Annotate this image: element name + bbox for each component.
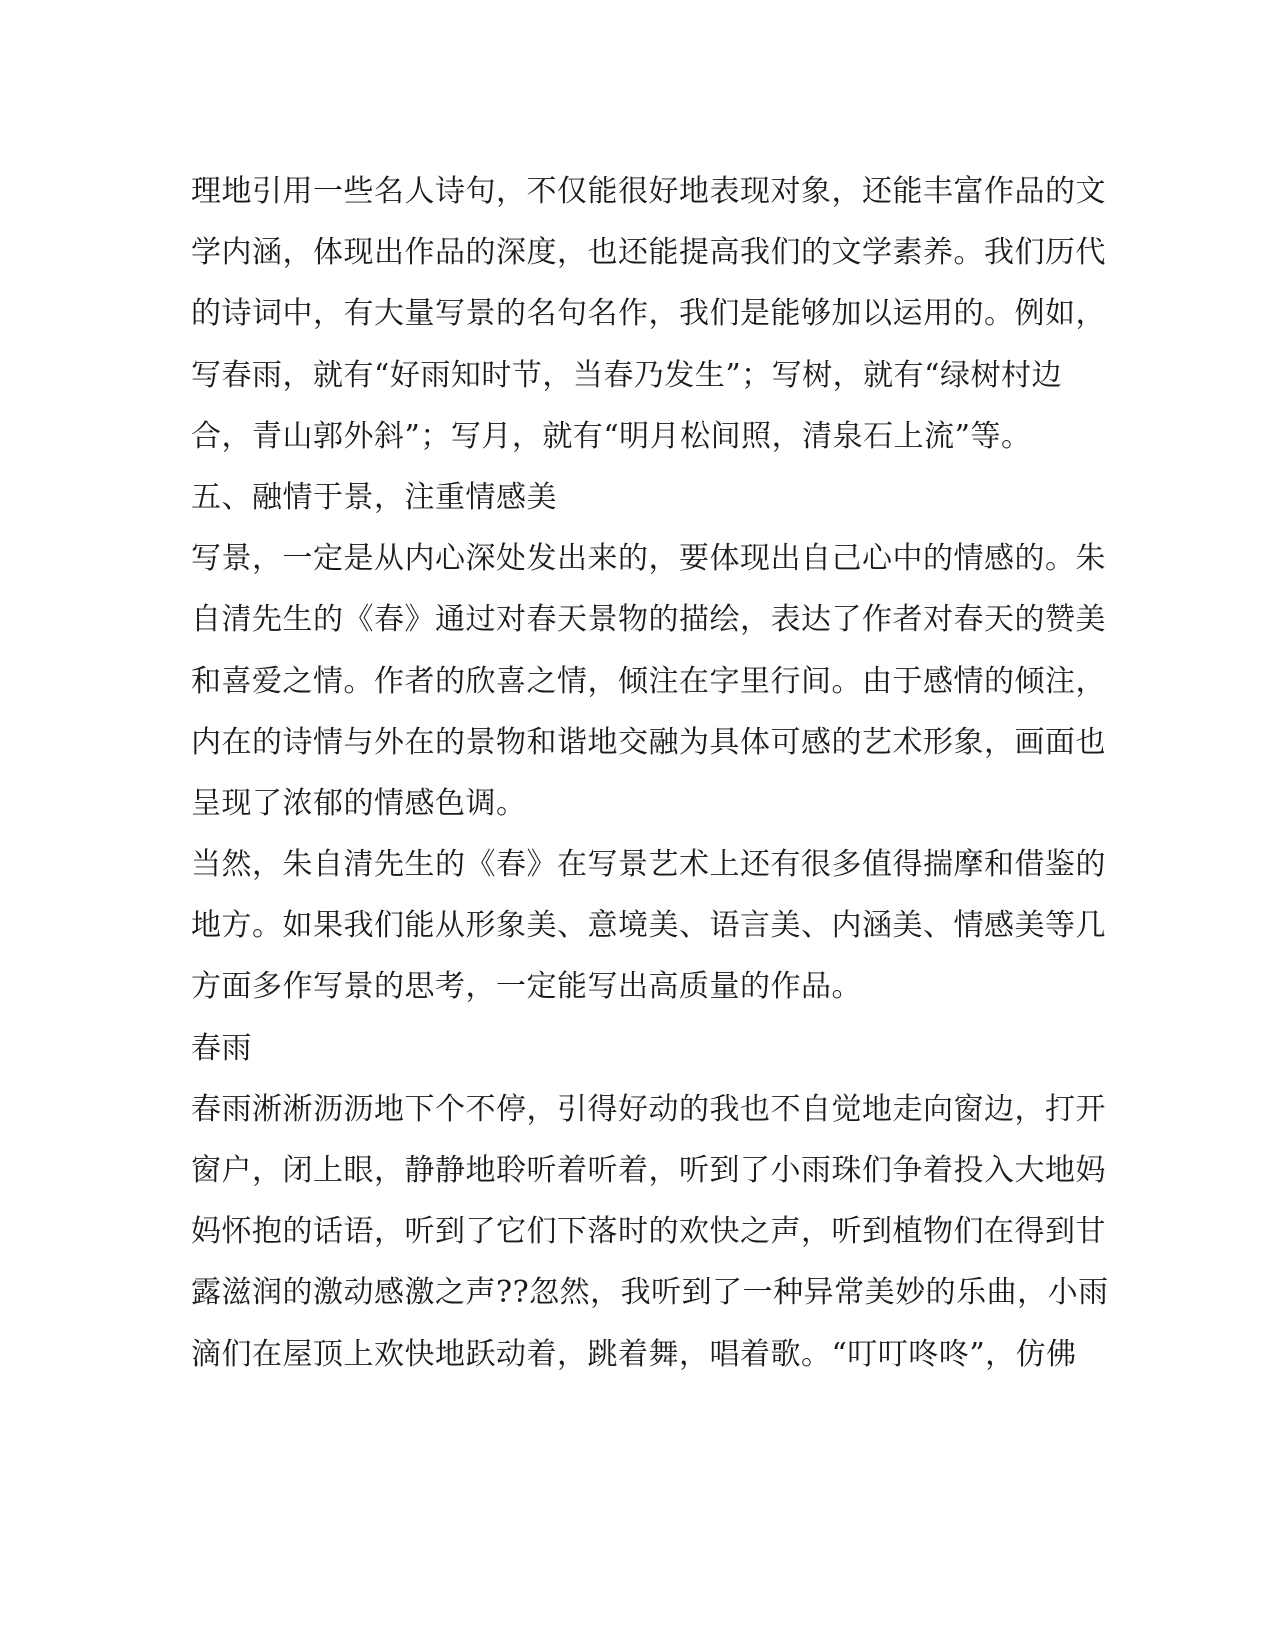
text-line: 滴们在屋顶上欢快地跃动着，跳着舞，唱着歌。“叮叮咚咚”，仿佛 [191, 1336, 1077, 1372]
text-line: 理地引用一些名人诗句，不仅能很好地表现对象，还能丰富作品的文 [191, 174, 1106, 209]
text-line: 合，青山郭外斜”；写月，就有“明月松间照，清泉石上流”等。 [191, 418, 1032, 454]
body-text [191, 163, 1109, 1387]
text-line: 窗户，闭上眼，静静地聆听着听着，听到了小雨珠们争着投入大地妈 [191, 1153, 1106, 1188]
essay-title: 春雨 [191, 1030, 252, 1066]
text-line: 学内涵，体现出作品的深度，也还能提高我们的文学素养。我们历代 [191, 235, 1106, 271]
text-line: 地方。如果我们能从形象美、意境美、语言美、内涵美、情感美等几 [191, 908, 1106, 944]
text-line: 当然，朱自清先生的《春》在写景艺术上还有很多值得揣摩和借鉴的 [191, 847, 1106, 883]
text-line: 自清先生的《春》通过对春天景物的描绘，表达了作者对春天的赞美 [191, 602, 1106, 638]
text-line: 妈怀抱的话语，听到了它们下落时的欢快之声，听到植物们在得到甘 [191, 1214, 1106, 1250]
text-line: 的诗词中，有大量写景的名句名作，我们是能够加以运用的。例如， [191, 296, 1106, 332]
text-line: 春雨淅淅沥沥地下个不停，引得好动的我也不自觉地走向窗边，打开 [191, 1091, 1106, 1127]
text-line: 和喜爱之情。作者的欣喜之情，倾注在字里行间。由于感情的倾注， [191, 663, 1106, 699]
text-line: 内在的诗情与外在的景物和谐地交融为具体可感的艺术形象，画面也 [191, 724, 1106, 760]
section-heading: 五、融情于景，注重情感美 [191, 479, 557, 515]
text-line: 写景，一定是从内心深处发出来的，要体现出自己心中的情感的。朱 [191, 541, 1106, 577]
text-line: 露滋润的激动感激之声??忽然，我听到了一种异常美妙的乐曲，小雨 [191, 1275, 1109, 1311]
text-line: 方面多作写景的思考，一定能写出高质量的作品。 [191, 969, 862, 1005]
text-line: 写春雨，就有“好雨知时节，当春乃发生”；写树，就有“绿树村边 [191, 357, 1063, 393]
text-line: 呈现了浓郁的情感色调。 [191, 785, 527, 821]
